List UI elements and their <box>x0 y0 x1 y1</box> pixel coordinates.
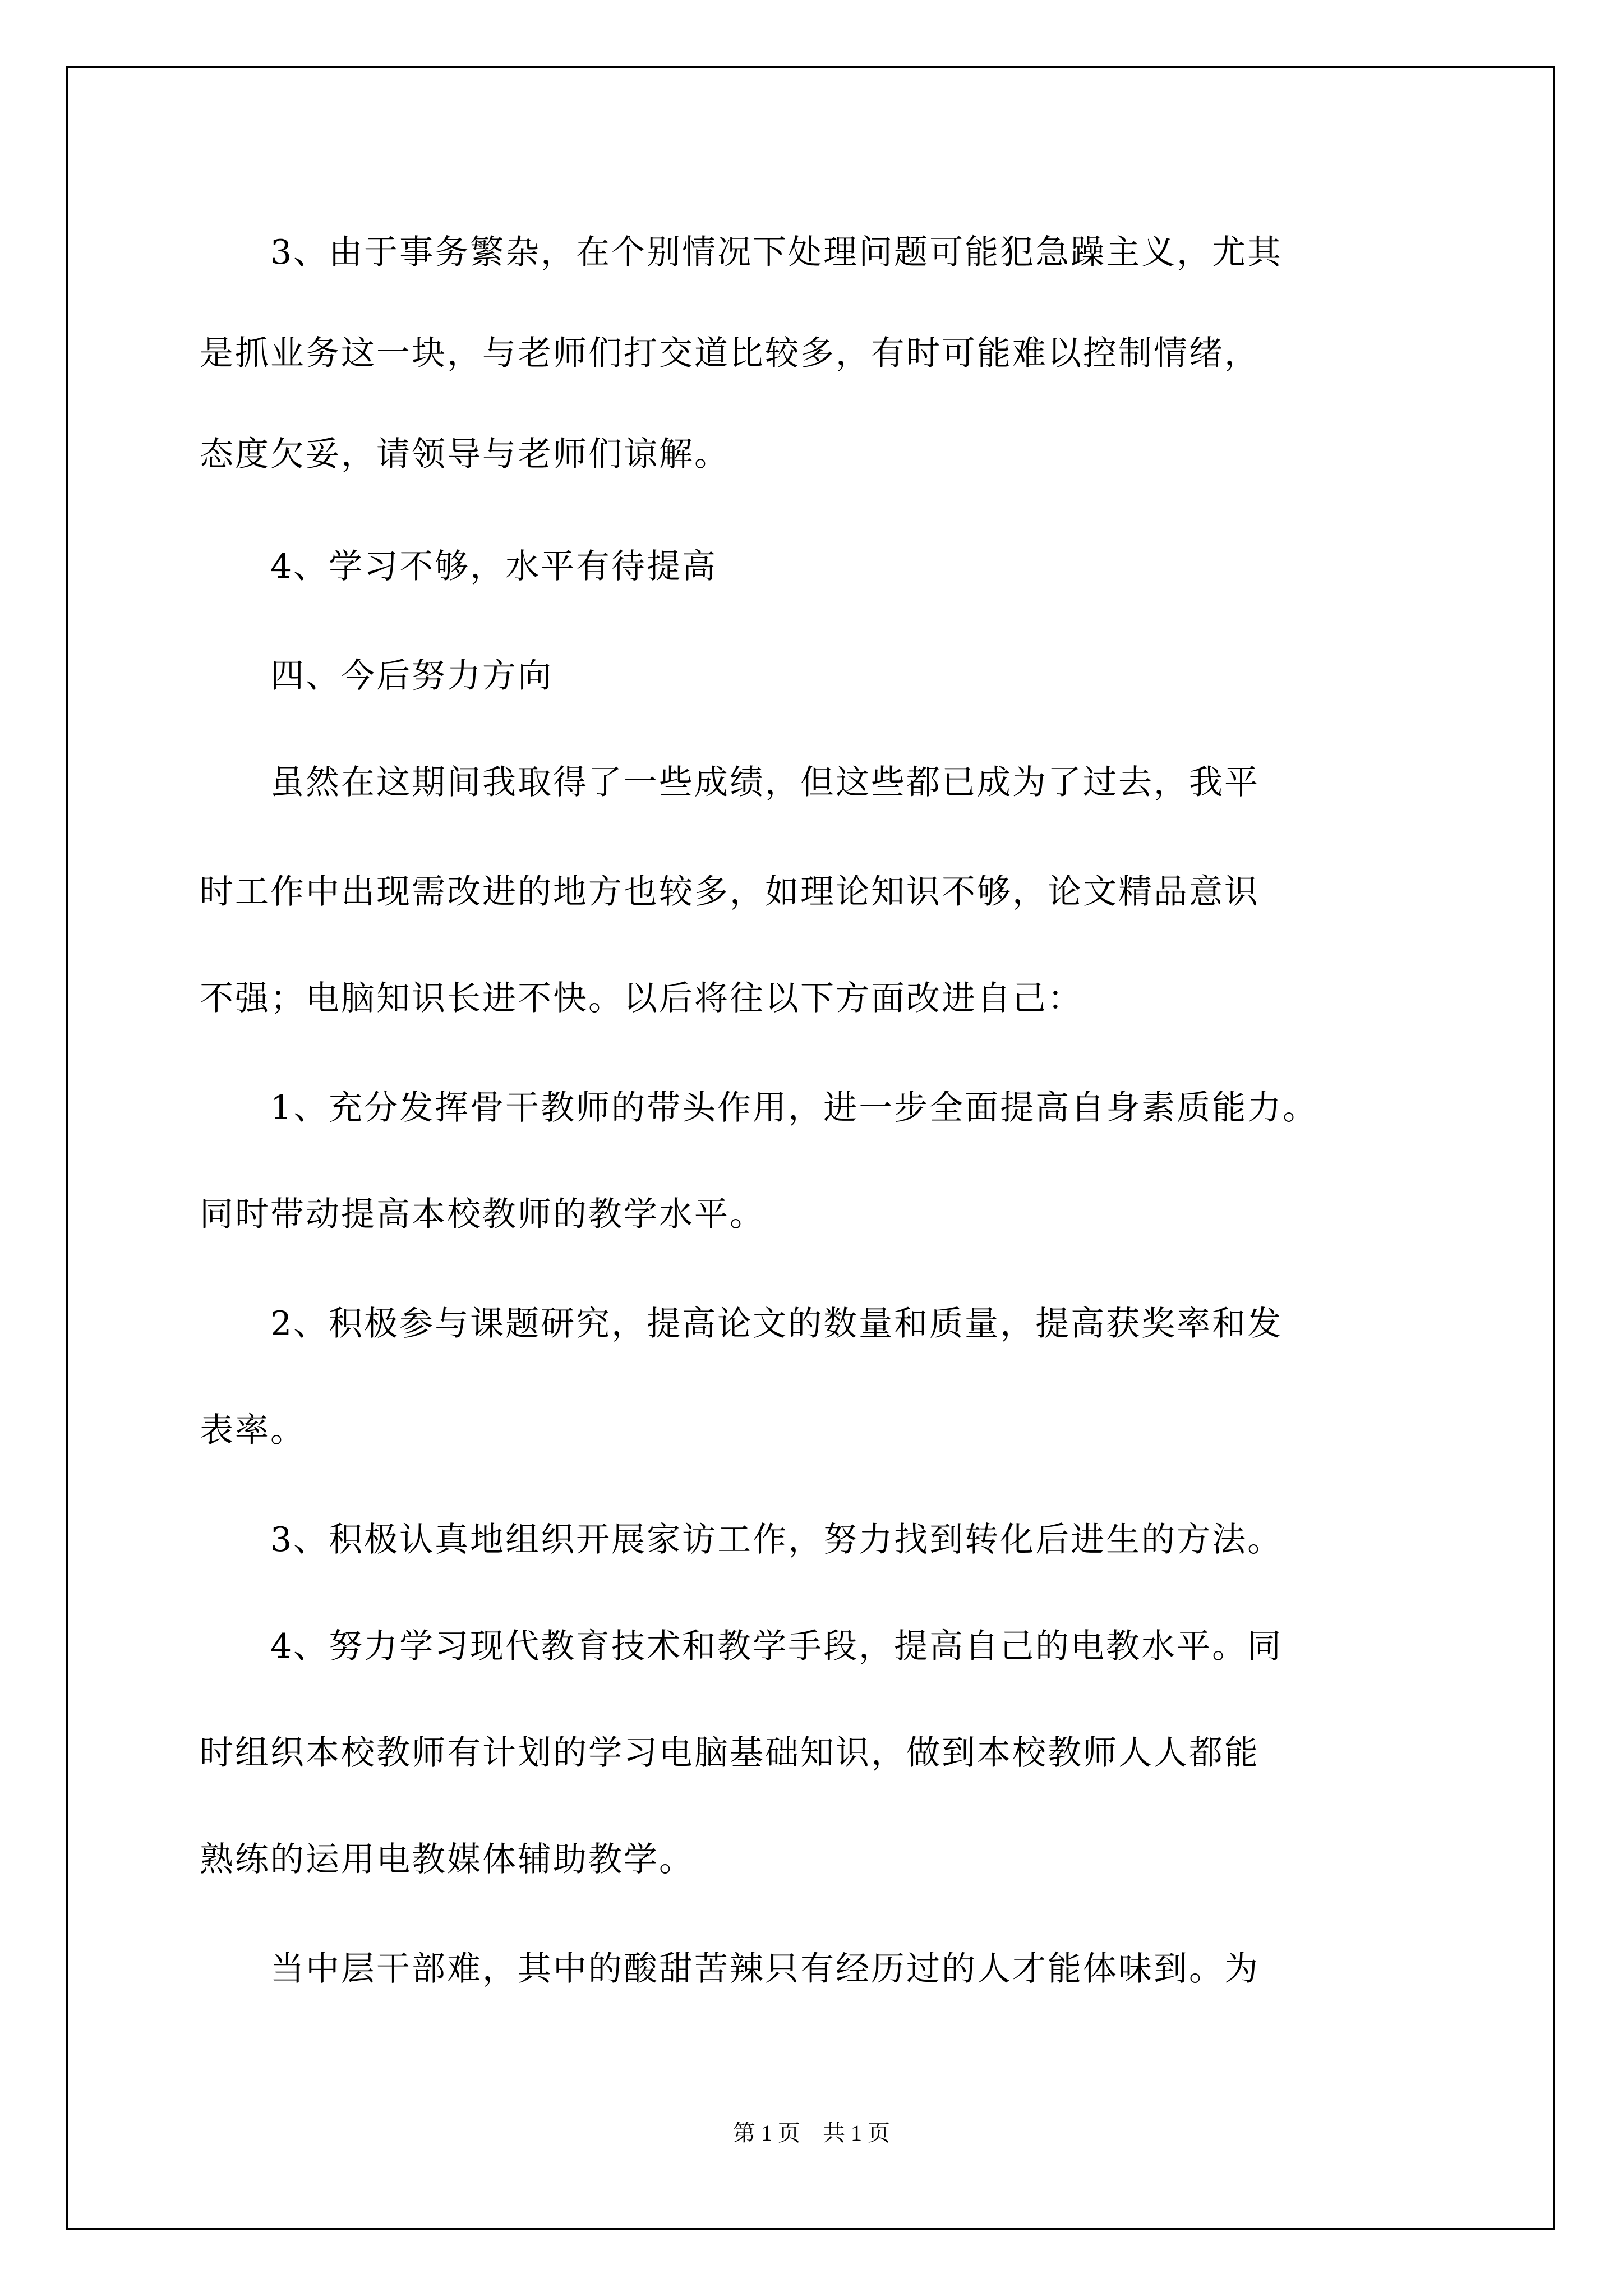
body-line: 是抓业务这一块，与老师们打交道比较多，有时可能难以控制情绪， <box>200 334 1260 373</box>
body-line: 不强；电脑知识长进不快。以后将往以下方面改进自己： <box>200 979 1083 1018</box>
body-line: 同时带动提高本校教师的教学水平。 <box>200 1195 765 1234</box>
page-number-label: 第 1 页 共 1 页 <box>733 2120 890 2146</box>
body-line: 当中层干部难，其中的酸甜苦辣只有经历过的人才能体味到。为 <box>200 1949 1260 1989</box>
body-line: 时工作中出现需改进的地方也较多，如理论知识不够，论文精品意识 <box>200 872 1260 912</box>
section-heading: 四、今后努力方向 <box>200 656 553 696</box>
body-line: 熟练的运用电教媒体辅助教学。 <box>200 1840 694 1879</box>
body-line: 2、积极参与课题研究，提高论文的数量和质量，提高获奖率和发 <box>200 1304 1283 1343</box>
body-line: 1、充分发挥骨干教师的带头作用，进一步全面提高自身素质能力。 <box>200 1088 1318 1128</box>
body-line: 表率。 <box>200 1411 306 1450</box>
body-line: 3、由于事务繁杂，在个别情况下处理问题可能犯急躁主义，尤其 <box>200 233 1283 272</box>
body-line: 虽然在这期间我取得了一些成绩，但这些都已成为了过去，我平 <box>200 763 1260 802</box>
page-footer <box>0 2119 1623 2147</box>
body-line: 时组织本校教师有计划的学习电脑基础知识，做到本校教师人人都能 <box>200 1733 1260 1773</box>
body-line: 4、努力学习现代教育技术和教学手段，提高自己的电教水平。同 <box>200 1627 1283 1666</box>
body-line: 态度欠妥，请领导与老师们谅解。 <box>200 435 730 474</box>
body-line: 3、积极认真地组织开展家访工作，努力找到转化后进生的方法。 <box>200 1520 1283 1559</box>
body-line: 4、学习不够，水平有待提高 <box>200 547 718 586</box>
